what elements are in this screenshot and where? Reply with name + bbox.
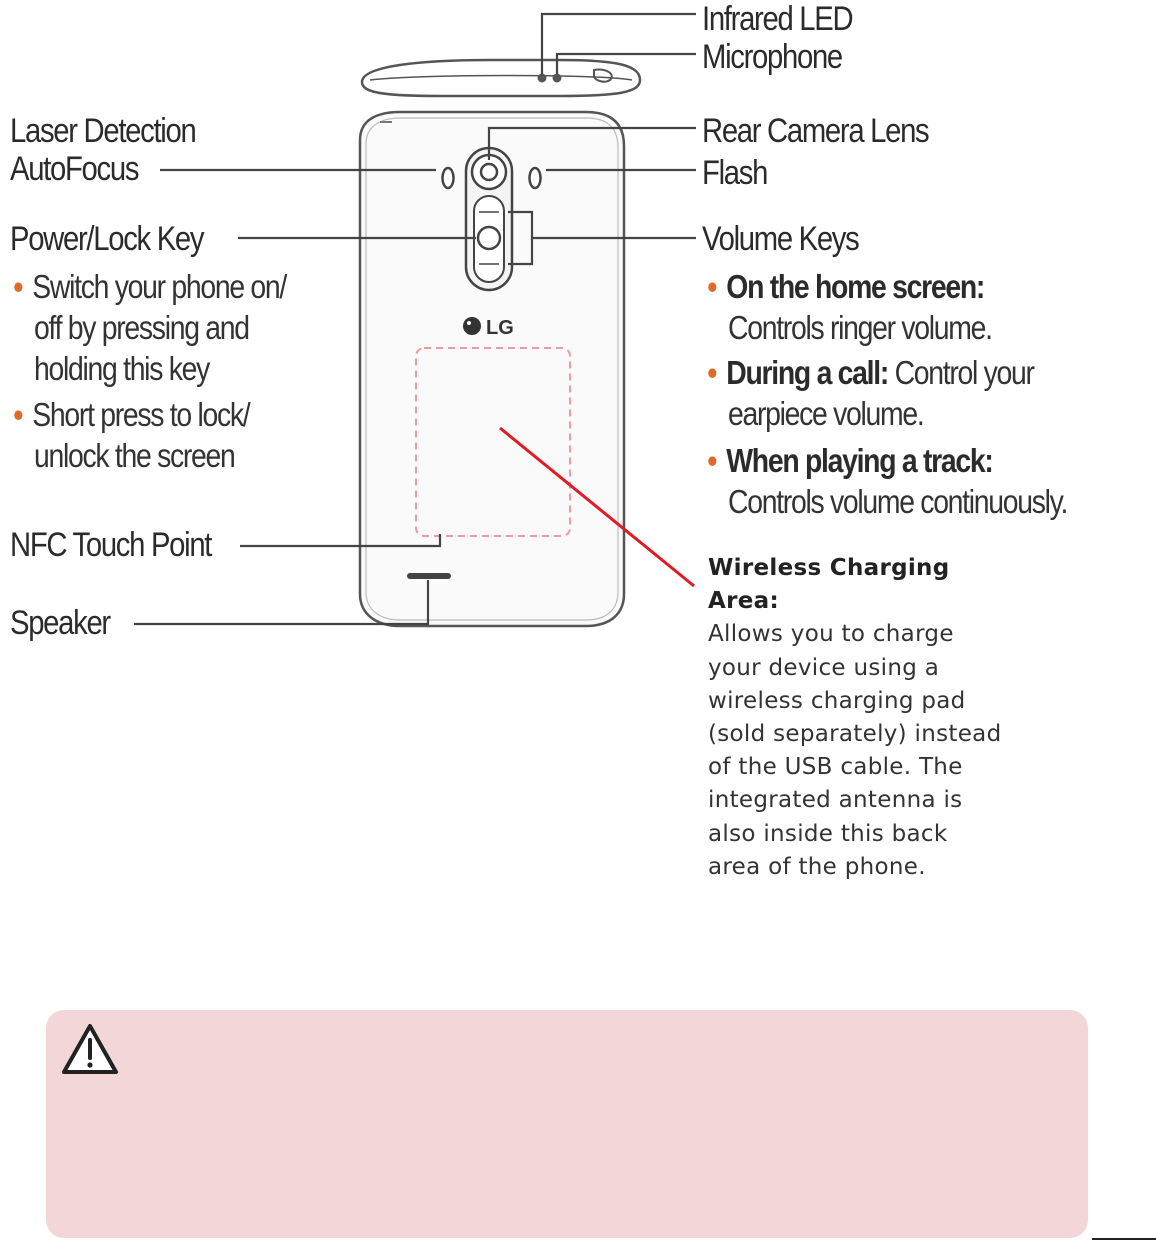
label-laser-af-2: AutoFocus (10, 150, 139, 188)
laser-af-sensor (443, 168, 454, 188)
bullet-icon: • (707, 354, 717, 391)
warning-triangle-icon (60, 1022, 120, 1076)
power-key-icon (478, 227, 500, 249)
infrared-led-icon (539, 75, 545, 81)
caution-box (46, 1010, 1088, 1238)
bullet-icon: • (707, 268, 717, 305)
label-microphone: Microphone (702, 38, 842, 76)
label-nfc-touch-point: NFC Touch Point (10, 526, 212, 564)
wireless-charging-description (708, 552, 1028, 884)
volume-desc-item-3: • When playing a track: Controls volume continuously. (707, 442, 1068, 520)
phone-top-view (362, 60, 640, 96)
label-power-lock-key: Power/Lock Key (10, 220, 204, 258)
wc-line: your device using a (708, 654, 940, 681)
label-speaker: Speaker (10, 604, 110, 642)
label-volume-keys: Volume Keys (702, 220, 859, 258)
wc-line: integrated antenna is (708, 787, 963, 814)
volume-desc-item-2: • During a call: Control your earpiece volume. (707, 354, 1034, 432)
wc-line: of the USB cable. The (708, 754, 963, 781)
wc-line: also inside this back (708, 820, 948, 847)
wc-line: (sold separately) instead (708, 721, 1002, 748)
power-desc-item-2: • Short press to lock/ unlock the screen (13, 396, 250, 474)
lg-logo-icon (463, 317, 481, 335)
bullet-icon: • (707, 442, 717, 479)
bullet-icon: • (13, 396, 23, 433)
volume-desc-item-1: • On the home screen: Controls ringer volume. (707, 268, 992, 346)
microphone-hole-icon (554, 75, 560, 81)
label-rear-camera-lens: Rear Camera Lens (702, 112, 929, 150)
label-infrared-led: Infrared LED (702, 0, 853, 38)
bullet-icon: • (13, 268, 23, 305)
camera-lens-icon (481, 164, 497, 180)
wc-line: Allows you to charge (708, 621, 954, 648)
power-desc-item-1: • Switch your phone on/ off by pressing and holding this key (13, 268, 287, 387)
label-laser-af-1: Laser Detection (10, 112, 196, 150)
flash-icon (530, 168, 541, 188)
wc-line: area of the phone. (708, 853, 926, 880)
wc-line: wireless charging pad (708, 687, 966, 714)
wireless-charging-title: Wireless Charging Area: (708, 555, 950, 615)
phone-back (360, 112, 624, 626)
page-number-rule (1092, 1238, 1156, 1240)
phone-logo-text: LG (486, 317, 514, 339)
label-flash: Flash (702, 154, 768, 192)
